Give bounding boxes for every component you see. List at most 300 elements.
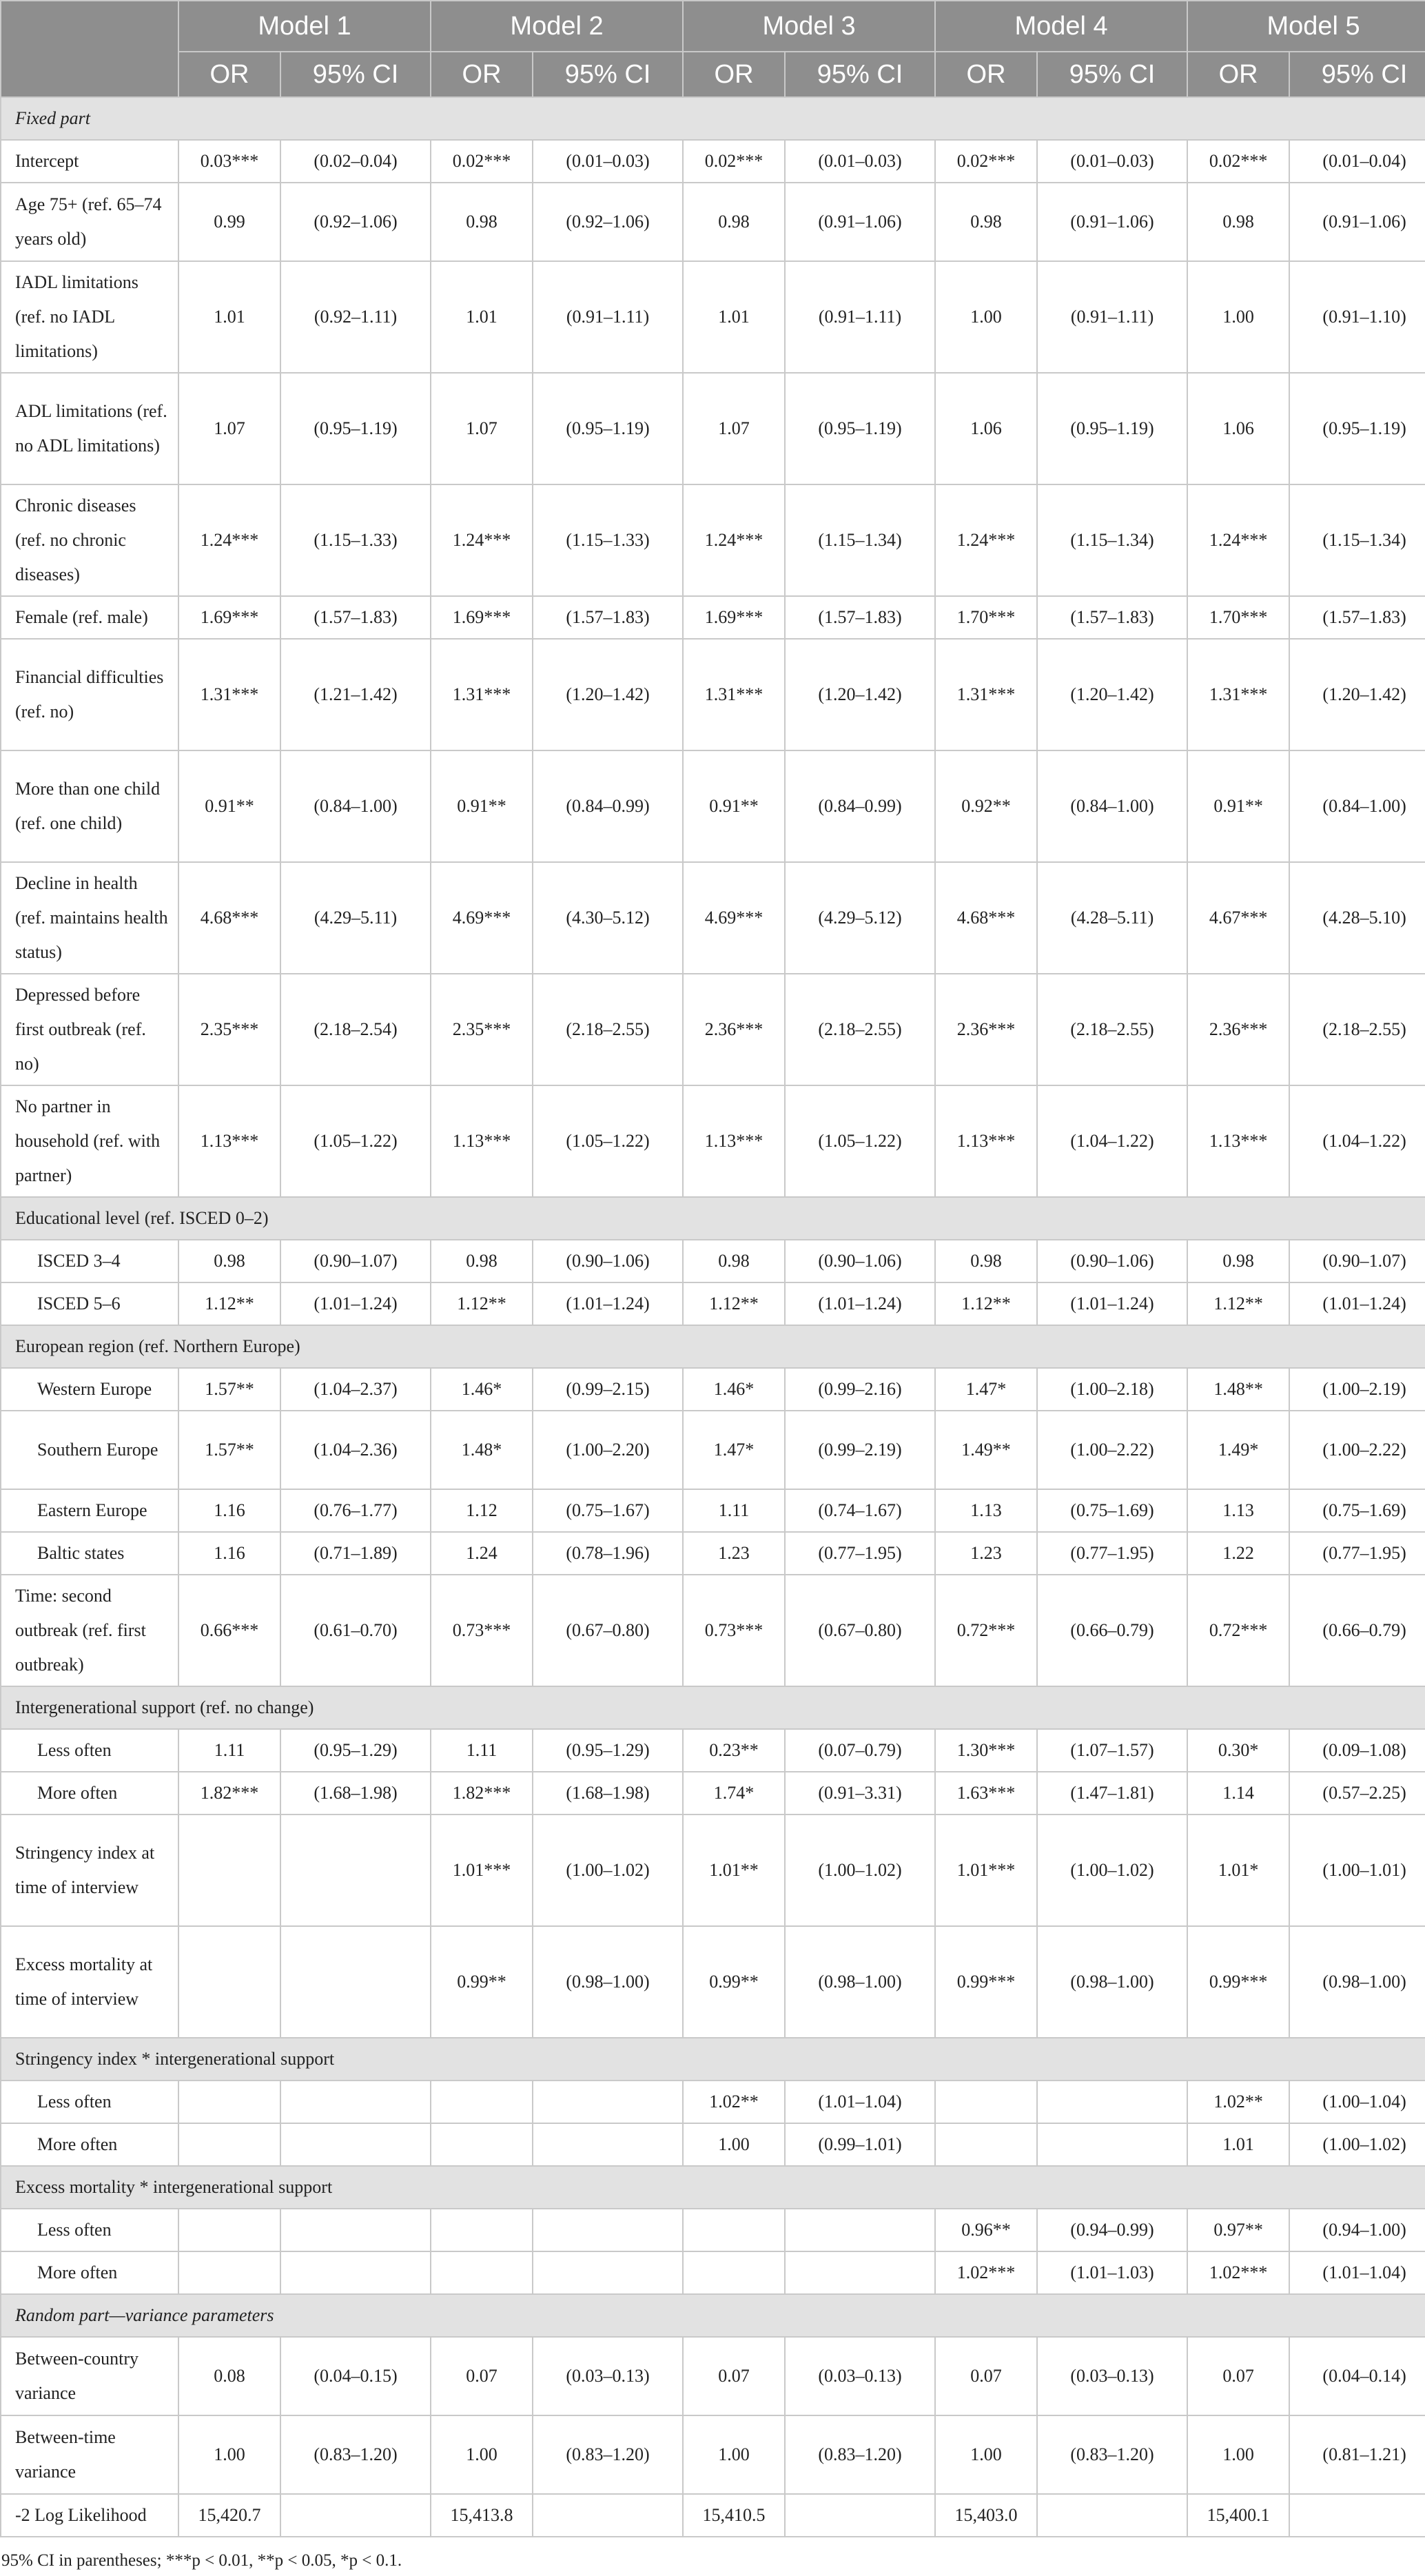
- confidence-interval-cell: (1.20–1.42): [1289, 639, 1425, 750]
- header-model-3: Model 3: [683, 1, 935, 52]
- odds-ratio-cell: 1.07: [431, 373, 533, 484]
- confidence-interval-cell: (1.68–1.98): [280, 1772, 431, 1815]
- confidence-interval-cell: (1.01–1.24): [280, 1282, 431, 1325]
- header-model-4: Model 4: [935, 1, 1187, 52]
- confidence-interval-cell: (0.67–0.80): [785, 1575, 935, 1686]
- table-row: [1, 974, 1425, 1085]
- confidence-interval-cell: (4.30–5.12): [533, 862, 683, 974]
- table-row: [1, 1411, 1425, 1489]
- odds-ratio-cell: 0.08: [178, 2337, 280, 2415]
- confidence-interval-cell: (0.01–0.03): [533, 140, 683, 183]
- odds-ratio-cell: 2.36***: [935, 974, 1037, 1085]
- table-row: [1, 373, 1425, 484]
- row-label: Decline in health (ref. maintains health status): [1, 862, 178, 974]
- odds-ratio-cell: 1.24***: [431, 484, 533, 596]
- confidence-interval-cell: [785, 2209, 935, 2251]
- confidence-interval-cell: (0.99–2.19): [785, 1411, 935, 1489]
- odds-ratio-cell: 1.00: [935, 2415, 1037, 2494]
- confidence-interval-cell: (1.57–1.83): [533, 596, 683, 639]
- model-header-row: [1, 1, 1425, 52]
- odds-ratio-cell: 1.23: [683, 1532, 785, 1575]
- odds-ratio-cell: 1.07: [178, 373, 280, 484]
- confidence-interval-cell: (1.07–1.57): [1037, 1729, 1187, 1772]
- odds-ratio-cell: 0.98: [683, 1240, 785, 1282]
- confidence-interval-cell: (1.15–1.34): [785, 484, 935, 596]
- confidence-interval-cell: (1.57–1.83): [1037, 596, 1187, 639]
- table-row: [1, 639, 1425, 750]
- odds-ratio-cell: 1.06: [935, 373, 1037, 484]
- row-label: ISCED 3–4: [1, 1240, 178, 1282]
- row-label: Less often: [1, 2081, 178, 2123]
- confidence-interval-cell: (1.00–1.01): [1289, 1815, 1425, 1926]
- table-row: [1, 1926, 1425, 2038]
- confidence-interval-cell: [785, 2251, 935, 2294]
- table-row: [1, 2251, 1425, 2294]
- confidence-interval-cell: (0.91–1.06): [785, 183, 935, 261]
- confidence-interval-cell: (2.18–2.55): [533, 974, 683, 1085]
- odds-ratio-cell: 1.24***: [1187, 484, 1289, 596]
- odds-ratio-cell: 0.96**: [935, 2209, 1037, 2251]
- confidence-interval-cell: (1.57–1.83): [280, 596, 431, 639]
- confidence-interval-cell: (0.94–0.99): [1037, 2209, 1187, 2251]
- odds-ratio-cell: 0.97**: [1187, 2209, 1289, 2251]
- odds-ratio-cell: 4.68***: [178, 862, 280, 974]
- table-row: [1, 750, 1425, 862]
- confidence-interval-cell: (0.01–0.03): [785, 140, 935, 183]
- confidence-interval-cell: (0.83–1.20): [533, 2415, 683, 2494]
- confidence-interval-cell: (0.83–1.20): [280, 2415, 431, 2494]
- confidence-interval-cell: (1.04–2.36): [280, 1411, 431, 1489]
- odds-ratio-cell: [683, 2209, 785, 2251]
- confidence-interval-cell: [533, 2209, 683, 2251]
- confidence-interval-cell: (4.28–5.11): [1037, 862, 1187, 974]
- odds-ratio-cell: 1.24: [431, 1532, 533, 1575]
- confidence-interval-cell: (1.20–1.42): [533, 639, 683, 750]
- odds-ratio-cell: 1.24***: [935, 484, 1037, 596]
- odds-ratio-cell: 4.68***: [935, 862, 1037, 974]
- odds-ratio-cell: 0.73***: [431, 1575, 533, 1686]
- odds-ratio-cell: 1.11: [683, 1489, 785, 1532]
- odds-ratio-cell: 4.69***: [683, 862, 785, 974]
- confidence-interval-cell: (1.00–2.22): [1289, 1411, 1425, 1489]
- confidence-interval-cell: (1.21–1.42): [280, 639, 431, 750]
- row-label: More often: [1, 1772, 178, 1815]
- confidence-interval-cell: (0.90–1.06): [1037, 1240, 1187, 1282]
- confidence-interval-cell: (1.01–1.04): [1289, 2251, 1425, 2294]
- confidence-interval-cell: [280, 2251, 431, 2294]
- row-label: Intercept: [1, 140, 178, 183]
- row-label: Time: second outbreak (ref. first outbreak): [1, 1575, 178, 1686]
- odds-ratio-cell: 1.00: [935, 261, 1037, 373]
- row-label: Baltic states: [1, 1532, 178, 1575]
- row-label: ADL limitations (ref. no ADL limitations): [1, 373, 178, 484]
- confidence-interval-cell: (0.95–1.29): [280, 1729, 431, 1772]
- row-label: Western Europe: [1, 1368, 178, 1411]
- confidence-interval-cell: [280, 2494, 431, 2537]
- odds-ratio-cell: 2.36***: [1187, 974, 1289, 1085]
- confidence-interval-cell: (1.15–1.34): [1037, 484, 1187, 596]
- confidence-interval-cell: (0.75–1.67): [533, 1489, 683, 1532]
- header-or: OR: [431, 52, 533, 97]
- odds-ratio-cell: 1.24***: [683, 484, 785, 596]
- odds-ratio-cell: [178, 1815, 280, 1926]
- odds-ratio-cell: 1.13***: [683, 1085, 785, 1197]
- confidence-interval-cell: [280, 1926, 431, 2038]
- confidence-interval-cell: (0.84–1.00): [280, 750, 431, 862]
- confidence-interval-cell: (1.04–2.37): [280, 1368, 431, 1411]
- odds-ratio-cell: 1.02***: [1187, 2251, 1289, 2294]
- row-label: Southern Europe: [1, 1411, 178, 1489]
- section-title: Educational level (ref. ISCED 0–2): [1, 1197, 1425, 1240]
- subheader-row: [1, 52, 1425, 97]
- confidence-interval-cell: (0.92–1.06): [533, 183, 683, 261]
- confidence-interval-cell: [533, 2494, 683, 2537]
- header-or: OR: [935, 52, 1037, 97]
- odds-ratio-cell: 1.11: [178, 1729, 280, 1772]
- confidence-interval-cell: (2.18–2.55): [1289, 974, 1425, 1085]
- odds-ratio-cell: 1.01: [683, 261, 785, 373]
- odds-ratio-cell: 1.57**: [178, 1368, 280, 1411]
- section-title: Fixed part: [1, 97, 1425, 140]
- confidence-interval-cell: (2.18–2.55): [1037, 974, 1187, 1085]
- confidence-interval-cell: (0.71–1.89): [280, 1532, 431, 1575]
- table-row: [1, 596, 1425, 639]
- confidence-interval-cell: (0.91–1.11): [533, 261, 683, 373]
- odds-ratio-cell: 0.72***: [935, 1575, 1037, 1686]
- odds-ratio-cell: 1.13: [935, 1489, 1037, 1532]
- table-row: [1, 140, 1425, 183]
- odds-ratio-cell: 1.49**: [935, 1411, 1037, 1489]
- odds-ratio-cell: 1.13***: [178, 1085, 280, 1197]
- odds-ratio-cell: 1.01***: [431, 1815, 533, 1926]
- row-label: More often: [1, 2123, 178, 2166]
- confidence-interval-cell: (0.07–0.79): [785, 1729, 935, 1772]
- odds-ratio-cell: [431, 2209, 533, 2251]
- odds-ratio-cell: 0.98: [683, 183, 785, 261]
- confidence-interval-cell: (0.98–1.00): [533, 1926, 683, 2038]
- odds-ratio-cell: 0.98: [431, 1240, 533, 1282]
- confidence-interval-cell: (0.90–1.06): [785, 1240, 935, 1282]
- odds-ratio-cell: 0.73***: [683, 1575, 785, 1686]
- confidence-interval-cell: (1.15–1.33): [280, 484, 431, 596]
- odds-ratio-cell: 1.00: [1187, 2415, 1289, 2494]
- confidence-interval-cell: (1.04–1.22): [1037, 1085, 1187, 1197]
- confidence-interval-cell: (1.15–1.33): [533, 484, 683, 596]
- odds-ratio-cell: 1.07: [683, 373, 785, 484]
- odds-ratio-cell: 0.98: [1187, 1240, 1289, 1282]
- confidence-interval-cell: (0.90–1.07): [1289, 1240, 1425, 1282]
- odds-ratio-cell: [178, 2209, 280, 2251]
- odds-ratio-cell: 0.07: [1187, 2337, 1289, 2415]
- confidence-interval-cell: (0.74–1.67): [785, 1489, 935, 1532]
- table-row: [1, 2415, 1425, 2494]
- odds-ratio-cell: 0.02***: [1187, 140, 1289, 183]
- confidence-interval-cell: (1.01–1.04): [785, 2081, 935, 2123]
- odds-ratio-cell: 15,410.5: [683, 2494, 785, 2537]
- odds-ratio-cell: 1.01: [178, 261, 280, 373]
- confidence-interval-cell: (0.66–0.79): [1037, 1575, 1187, 1686]
- odds-ratio-cell: 0.02***: [683, 140, 785, 183]
- row-label: Between-time variance: [1, 2415, 178, 2494]
- odds-ratio-cell: 1.14: [1187, 1772, 1289, 1815]
- odds-ratio-cell: 0.91**: [178, 750, 280, 862]
- confidence-interval-cell: (1.00–1.02): [1289, 2123, 1425, 2166]
- confidence-interval-cell: (1.00–2.22): [1037, 1411, 1187, 1489]
- odds-ratio-cell: 0.98: [1187, 183, 1289, 261]
- section-title: Excess mortality * intergenerational support: [1, 2166, 1425, 2209]
- confidence-interval-cell: (1.57–1.83): [1289, 596, 1425, 639]
- confidence-interval-cell: (1.57–1.83): [785, 596, 935, 639]
- confidence-interval-cell: (0.92–1.06): [280, 183, 431, 261]
- row-label: Female (ref. male): [1, 596, 178, 639]
- confidence-interval-cell: (0.84–0.99): [533, 750, 683, 862]
- table-row: [1, 1772, 1425, 1815]
- confidence-interval-cell: (0.04–0.15): [280, 2337, 431, 2415]
- confidence-interval-cell: (0.91–1.10): [1289, 261, 1425, 373]
- confidence-interval-cell: (0.83–1.20): [1037, 2415, 1187, 2494]
- confidence-interval-cell: (2.18–2.54): [280, 974, 431, 1085]
- odds-ratio-cell: 2.35***: [178, 974, 280, 1085]
- row-label: Less often: [1, 1729, 178, 1772]
- table-row: [1, 1368, 1425, 1411]
- odds-ratio-cell: 0.92**: [935, 750, 1037, 862]
- section-title: European region (ref. Northern Europe): [1, 1325, 1425, 1368]
- confidence-interval-cell: [533, 2251, 683, 2294]
- row-label: Age 75+ (ref. 65–74 years old): [1, 183, 178, 261]
- confidence-interval-cell: (1.00–2.18): [1037, 1368, 1187, 1411]
- odds-ratio-cell: 1.69***: [683, 596, 785, 639]
- odds-ratio-cell: 1.00: [178, 2415, 280, 2494]
- confidence-interval-cell: (0.99–2.15): [533, 1368, 683, 1411]
- confidence-interval-cell: (0.84–1.00): [1037, 750, 1187, 862]
- odds-ratio-cell: 1.13: [1187, 1489, 1289, 1532]
- odds-ratio-cell: 0.99**: [431, 1926, 533, 2038]
- table-row: [1, 1532, 1425, 1575]
- header-or: OR: [178, 52, 280, 97]
- odds-ratio-cell: [178, 2081, 280, 2123]
- odds-ratio-cell: 0.98: [935, 183, 1037, 261]
- odds-ratio-cell: 1.12**: [431, 1282, 533, 1325]
- table-row: [1, 1815, 1425, 1926]
- confidence-interval-cell: (1.01–1.24): [533, 1282, 683, 1325]
- odds-ratio-cell: 1.01**: [683, 1815, 785, 1926]
- odds-ratio-cell: 1.49*: [1187, 1411, 1289, 1489]
- odds-ratio-cell: 1.13***: [431, 1085, 533, 1197]
- confidence-interval-cell: (0.02–0.04): [280, 140, 431, 183]
- odds-ratio-cell: 1.01: [1187, 2123, 1289, 2166]
- section-header-row: [1, 97, 1425, 140]
- odds-ratio-cell: 1.01*: [1187, 1815, 1289, 1926]
- confidence-interval-cell: (0.01–0.03): [1037, 140, 1187, 183]
- odds-ratio-cell: 1.12**: [935, 1282, 1037, 1325]
- odds-ratio-cell: 0.07: [683, 2337, 785, 2415]
- confidence-interval-cell: (1.00–1.02): [1037, 1815, 1187, 1926]
- confidence-interval-cell: (0.95–1.19): [1289, 373, 1425, 484]
- table-row: [1, 484, 1425, 596]
- confidence-interval-cell: (0.75–1.69): [1289, 1489, 1425, 1532]
- confidence-interval-cell: (1.00–1.04): [1289, 2081, 1425, 2123]
- row-label: Between-country variance: [1, 2337, 178, 2415]
- odds-ratio-cell: 1.12**: [1187, 1282, 1289, 1325]
- odds-ratio-cell: 0.99: [178, 183, 280, 261]
- table-row: [1, 261, 1425, 373]
- odds-ratio-cell: 1.00: [683, 2415, 785, 2494]
- table-footnote: 95% CI in parentheses; ***p < 0.01, **p < 0.05, *p < 0.1.: [1, 2551, 402, 2570]
- odds-ratio-cell: 1.74*: [683, 1772, 785, 1815]
- odds-ratio-cell: 4.69***: [431, 862, 533, 974]
- odds-ratio-cell: 0.02***: [431, 140, 533, 183]
- confidence-interval-cell: (0.91–1.11): [1037, 261, 1187, 373]
- odds-ratio-cell: 1.00: [683, 2123, 785, 2166]
- odds-ratio-cell: 1.01***: [935, 1815, 1037, 1926]
- confidence-interval-cell: [1037, 2123, 1187, 2166]
- odds-ratio-cell: 1.00: [431, 2415, 533, 2494]
- confidence-interval-cell: (0.03–0.13): [1037, 2337, 1187, 2415]
- odds-ratio-cell: 0.98: [431, 183, 533, 261]
- odds-ratio-cell: 1.30***: [935, 1729, 1037, 1772]
- table-row: [1, 1085, 1425, 1197]
- confidence-interval-cell: (1.01–1.24): [1289, 1282, 1425, 1325]
- header-corner-cell: [1, 1, 178, 97]
- odds-ratio-cell: 15,413.8: [431, 2494, 533, 2537]
- confidence-interval-cell: [533, 2123, 683, 2166]
- table-row: [1, 2209, 1425, 2251]
- odds-ratio-cell: 1.46*: [431, 1368, 533, 1411]
- odds-ratio-cell: 1.47*: [683, 1411, 785, 1489]
- odds-ratio-cell: 0.07: [935, 2337, 1037, 2415]
- row-label: IADL limitations (ref. no IADL limitations): [1, 261, 178, 373]
- confidence-interval-cell: (4.29–5.11): [280, 862, 431, 974]
- confidence-interval-cell: (1.04–1.22): [1289, 1085, 1425, 1197]
- odds-ratio-cell: 1.82***: [178, 1772, 280, 1815]
- confidence-interval-cell: (1.15–1.34): [1289, 484, 1425, 596]
- odds-ratio-cell: 0.72***: [1187, 1575, 1289, 1686]
- confidence-interval-cell: (0.92–1.11): [280, 261, 431, 373]
- odds-ratio-cell: 0.99**: [683, 1926, 785, 2038]
- odds-ratio-cell: 4.67***: [1187, 862, 1289, 974]
- row-label: Depressed before first outbreak (ref. no): [1, 974, 178, 1085]
- confidence-interval-cell: (0.98–1.00): [1289, 1926, 1425, 2038]
- confidence-interval-cell: (0.95–1.19): [533, 373, 683, 484]
- table-row: [1, 183, 1425, 261]
- confidence-interval-cell: (0.04–0.14): [1289, 2337, 1425, 2415]
- confidence-interval-cell: (1.20–1.42): [1037, 639, 1187, 750]
- confidence-interval-cell: (0.91–1.06): [1037, 183, 1187, 261]
- confidence-interval-cell: (0.90–1.07): [280, 1240, 431, 1282]
- odds-ratio-cell: 0.30*: [1187, 1729, 1289, 1772]
- odds-ratio-cell: 1.23: [935, 1532, 1037, 1575]
- section-title: Random part—variance parameters: [1, 2294, 1425, 2337]
- confidence-interval-cell: (0.90–1.06): [533, 1240, 683, 1282]
- confidence-interval-cell: (0.67–0.80): [533, 1575, 683, 1686]
- confidence-interval-cell: (0.76–1.77): [280, 1489, 431, 1532]
- header-model-2: Model 2: [431, 1, 683, 52]
- header-model-1: Model 1: [178, 1, 431, 52]
- confidence-interval-cell: (0.91–3.31): [785, 1772, 935, 1815]
- odds-ratio-cell: 1.70***: [1187, 596, 1289, 639]
- header-ci: 95% CI: [1289, 52, 1425, 97]
- row-label: Eastern Europe: [1, 1489, 178, 1532]
- odds-ratio-cell: 1.01: [431, 261, 533, 373]
- table-row: [1, 1240, 1425, 1282]
- header-model-5: Model 5: [1187, 1, 1425, 52]
- odds-ratio-cell: 1.48*: [431, 1411, 533, 1489]
- confidence-interval-cell: (0.77–1.95): [785, 1532, 935, 1575]
- header-or: OR: [683, 52, 785, 97]
- confidence-interval-cell: [280, 1815, 431, 1926]
- confidence-interval-cell: [280, 2123, 431, 2166]
- confidence-interval-cell: (0.75–1.69): [1037, 1489, 1187, 1532]
- confidence-interval-cell: (0.03–0.13): [785, 2337, 935, 2415]
- odds-ratio-cell: [935, 2123, 1037, 2166]
- odds-ratio-cell: 1.02**: [1187, 2081, 1289, 2123]
- confidence-interval-cell: (0.91–1.06): [1289, 183, 1425, 261]
- confidence-interval-cell: (0.78–1.96): [533, 1532, 683, 1575]
- row-label: ISCED 5–6: [1, 1282, 178, 1325]
- confidence-interval-cell: (1.05–1.22): [280, 1085, 431, 1197]
- table-row: [1, 2494, 1425, 2537]
- table-row: [1, 2081, 1425, 2123]
- odds-ratio-cell: 1.13***: [935, 1085, 1037, 1197]
- odds-ratio-cell: 0.91**: [683, 750, 785, 862]
- odds-ratio-cell: 1.63***: [935, 1772, 1037, 1815]
- confidence-interval-cell: (1.05–1.22): [785, 1085, 935, 1197]
- confidence-interval-cell: (0.66–0.79): [1289, 1575, 1425, 1686]
- odds-ratio-cell: 1.02***: [935, 2251, 1037, 2294]
- confidence-interval-cell: [785, 2494, 935, 2537]
- confidence-interval-cell: (4.29–5.12): [785, 862, 935, 974]
- confidence-interval-cell: (1.47–1.81): [1037, 1772, 1187, 1815]
- confidence-interval-cell: (0.91–1.11): [785, 261, 935, 373]
- odds-ratio-cell: [178, 2123, 280, 2166]
- confidence-interval-cell: (0.98–1.00): [785, 1926, 935, 2038]
- odds-ratio-cell: [431, 2251, 533, 2294]
- odds-ratio-cell: 1.48**: [1187, 1368, 1289, 1411]
- odds-ratio-cell: 1.22: [1187, 1532, 1289, 1575]
- confidence-interval-cell: (0.84–0.99): [785, 750, 935, 862]
- confidence-interval-cell: (0.01–0.04): [1289, 140, 1425, 183]
- odds-ratio-cell: 0.98: [935, 1240, 1037, 1282]
- confidence-interval-cell: (1.01–1.24): [785, 1282, 935, 1325]
- confidence-interval-cell: [280, 2081, 431, 2123]
- confidence-interval-cell: (1.00–2.20): [533, 1411, 683, 1489]
- row-label: Chronic diseases (ref. no chronic diseases): [1, 484, 178, 596]
- section-header-row: [1, 2294, 1425, 2337]
- section-header-row: [1, 2166, 1425, 2209]
- confidence-interval-cell: (0.57–2.25): [1289, 1772, 1425, 1815]
- odds-ratio-cell: 0.98: [178, 1240, 280, 1282]
- odds-ratio-cell: 1.11: [431, 1729, 533, 1772]
- confidence-interval-cell: (0.81–1.21): [1289, 2415, 1425, 2494]
- confidence-interval-cell: (1.05–1.22): [533, 1085, 683, 1197]
- table-row: [1, 1729, 1425, 1772]
- row-label: No partner in household (ref. with partner): [1, 1085, 178, 1197]
- confidence-interval-cell: (0.99–1.01): [785, 2123, 935, 2166]
- odds-ratio-cell: [178, 1926, 280, 2038]
- odds-ratio-cell: 0.99***: [1187, 1926, 1289, 2038]
- table-row: [1, 2123, 1425, 2166]
- header-or: OR: [1187, 52, 1289, 97]
- table-row: [1, 1489, 1425, 1532]
- odds-ratio-cell: 1.31***: [178, 639, 280, 750]
- odds-ratio-cell: [431, 2123, 533, 2166]
- confidence-interval-cell: (1.20–1.42): [785, 639, 935, 750]
- odds-ratio-cell: 1.12**: [178, 1282, 280, 1325]
- odds-ratio-cell: 0.91**: [431, 750, 533, 862]
- confidence-interval-cell: (1.01–1.24): [1037, 1282, 1187, 1325]
- confidence-interval-cell: [1037, 2081, 1187, 2123]
- odds-ratio-cell: 1.24***: [178, 484, 280, 596]
